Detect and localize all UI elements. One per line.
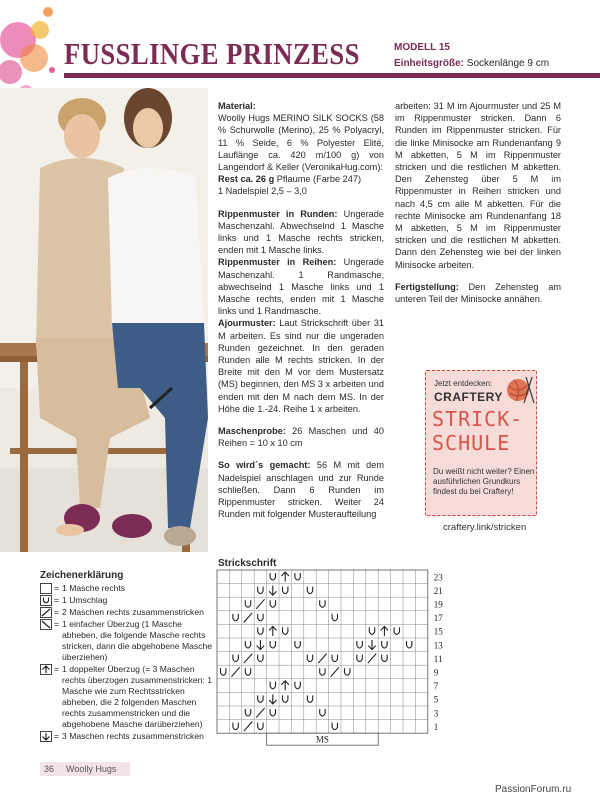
legend-item: = 1 einfacher Überzug (1 Masche abheben, die folgende Masche rechts stricken, dann die abgehobene Masche überziehen) [40, 619, 215, 663]
k2tog-icon [40, 607, 52, 618]
legend-title: Zeichenerklärung [40, 570, 124, 581]
models-photo [0, 88, 208, 552]
yarn-over-icon [40, 595, 52, 606]
legend-item: = 2 Maschen rechts zusammenstricken [40, 607, 215, 618]
instructions-column-left [218, 100, 384, 531]
instructions-column-right [395, 100, 561, 315]
material-label: Material: [218, 101, 256, 111]
size-label: Einheitsgröße: [394, 58, 465, 69]
row-number-label: 21 [433, 585, 443, 596]
maschenprobe-label: Maschenprobe: [218, 426, 286, 437]
promo-headline-2: SCHULE [432, 431, 511, 455]
double-decrease-icon [40, 664, 52, 675]
continuation-text: arbeiten: 31 M im Ajourmuster und 25 M im Rippenmuster stricken. Dann 6 Runden im Rippenmuster stricken. Für die linke Minisocke am Rundenanfang 9 M abketten, 5 M im Rippenmuster stricken und die restlichen M abketten. Den Zehensteg über 5 M im Rippenmuster in Reihen stricken und nach 4,5 cm alle M abketten. Für die rechte Minisocke am Rundenanfang 18 M abketten, 5 M im Rippenmuster stricken und die restlichen M abketten. Dann den Zehensteg wie bei der linken Minisocke arbeiten. [395, 101, 561, 270]
row-number-label: 7 [433, 681, 439, 692]
row-number-label: 5 [433, 694, 439, 705]
so-wirds-gemacht-text: 56 M mit dem Nadelspiel anschlagen und zur Runde schließen. Dann 6 Runden im Rippenmuster stricken. Weiter 24 Runden mit folgender Musteraufteilung [218, 460, 384, 520]
promo-brand: CRAFTERY [434, 390, 503, 404]
row-number-label: 9 [433, 667, 439, 678]
legend-item: = 1 Masche rechts [40, 583, 215, 594]
rippen-reihen-text: Ungerade Maschenzahl. 1 Randmasche, abwechselnd 1 Masche links und 1 Masche rechts, enden mit 1 Masche links und 1 Randmasche. [218, 257, 384, 317]
rippen-reihen-label: Rippenmuster in Reihen: [218, 257, 337, 268]
empty-icon [40, 583, 52, 594]
legend-item: = 3 Maschen rechts zusammenstricken [40, 731, 215, 742]
ajour-text: Laut Strickschrift über 31 M arbeiten. Es sind nur die ungeraden Runden gezeichnet. In den geraden Runden alle M rechts stricken. In der Breite mit den M vor dem Mustersatz (MS) beginnen, den MS 3 x arbeiten und enden mit den M nach dem MS. In der Höhe die 1.-24. Reihe 1 x arbeiten. [218, 318, 384, 414]
rest-text: Pflaume (Farbe 247) [276, 174, 362, 185]
symbol-legend [40, 570, 215, 743]
row-number-label: 19 [433, 599, 443, 610]
size-info [394, 58, 549, 69]
legend-text: 1 Umschlag [62, 595, 108, 605]
page-number: 36 [44, 764, 55, 774]
ajour-label: Ajourmuster: [218, 318, 276, 329]
k3tog-icon [40, 731, 52, 742]
fertigstellung-label: Fertigstellung: [395, 281, 459, 292]
size-value: Sockenlänge 9 cm [466, 58, 550, 69]
rest-label: Rest ca. 26 g [218, 174, 275, 185]
promo-info: Du weißt nicht weiter? Einen ausführlichen Grundkurs findest du bei Craftery! [433, 467, 535, 496]
craftery-promo-box [425, 370, 537, 516]
so-wirds-gemacht-label: So wird´s gemacht: [218, 460, 311, 471]
fertigstellung-text: Den Zehensteg am unteren Teil der Minisocke annähen. [395, 281, 561, 305]
maschenprobe-text: 26 Maschen und 40 Reihen = 10 x 10 cm [218, 426, 384, 449]
row-number-label: 11 [433, 653, 443, 664]
model-number: MODELL 15 [394, 42, 450, 53]
legend-item: = 1 doppelter Überzug (= 3 Maschen rechts überzogen zusammenstricken: 1 Masche wie zum Rechtsstricken abheben, die 2 folgenden Maschen rechts zusammenstricken und die abgehobene Masche darüberziehen) [40, 664, 215, 730]
legend-text: 1 einfacher Überzug (1 Masche abheben, die folgende Masche rechts stricken, dann die abgehobene Masche überziehen) [62, 619, 213, 662]
legend-text: 1 doppelter Überzug (= 3 Maschen rechts überzogen zusammenstricken: 1 Masche wie zum Rechtsstricken abheben, die 2 folgenden Maschen rechts zusammenstricken und die abgehobene Masche darüberziehen) [62, 664, 213, 729]
row-number-label: 3 [433, 708, 439, 719]
legend-text: 1 Masche rechts [62, 583, 126, 593]
promo-headline-1: STRICK- [432, 407, 524, 431]
rippen-runden-text: Ungerade Maschenzahl. Abwechselnd 1 Masche links und 1 Masche rechts stricken, enden mit 1 Masche links. [218, 208, 384, 256]
craftery-link[interactable]: craftery.link/stricken [443, 522, 527, 533]
row-number-label: 13 [433, 640, 443, 651]
row-number-label: 17 [433, 613, 443, 624]
skp-icon [40, 619, 52, 630]
title-divider [64, 73, 600, 78]
pattern-repeat-label: MS [315, 734, 329, 745]
legend-text: 3 Maschen rechts zusammenstricken [62, 731, 204, 741]
rippen-runden-label: Rippenmuster in Runden: [218, 208, 338, 219]
promo-intro: Jetzt entdecken: [434, 379, 493, 388]
watermark: PassionForum.ru [495, 784, 572, 795]
row-number-label: 15 [433, 626, 443, 637]
row-number-label: 23 [433, 572, 443, 583]
needles-text: 1 Nadelspiel 2,5 – 3,0 [218, 186, 307, 197]
yarn-ball-icon [502, 373, 536, 407]
row-number-label: 1 [433, 721, 439, 732]
legend-item: = 1 Umschlag [40, 595, 215, 606]
knitting-chart [215, 568, 455, 753]
page-title: FUSSLINGE PRINZESS [64, 36, 360, 71]
legend-text: 2 Maschen rechts zusammenstricken [62, 607, 204, 617]
magazine-name: Woolly Hugs [66, 764, 117, 774]
chart-title: Strickschrift [218, 558, 277, 569]
material-text: Woolly Hugs MERINO SILK SOCKS (58 % Schurwolle (Merino), 25 % Polyacryl, 11 % Seide, 6 % Polyester Elité, Lauflänge ca. 420 m/100 g) von Langendorf & Keller (VeronikaHug.com): [218, 113, 384, 173]
